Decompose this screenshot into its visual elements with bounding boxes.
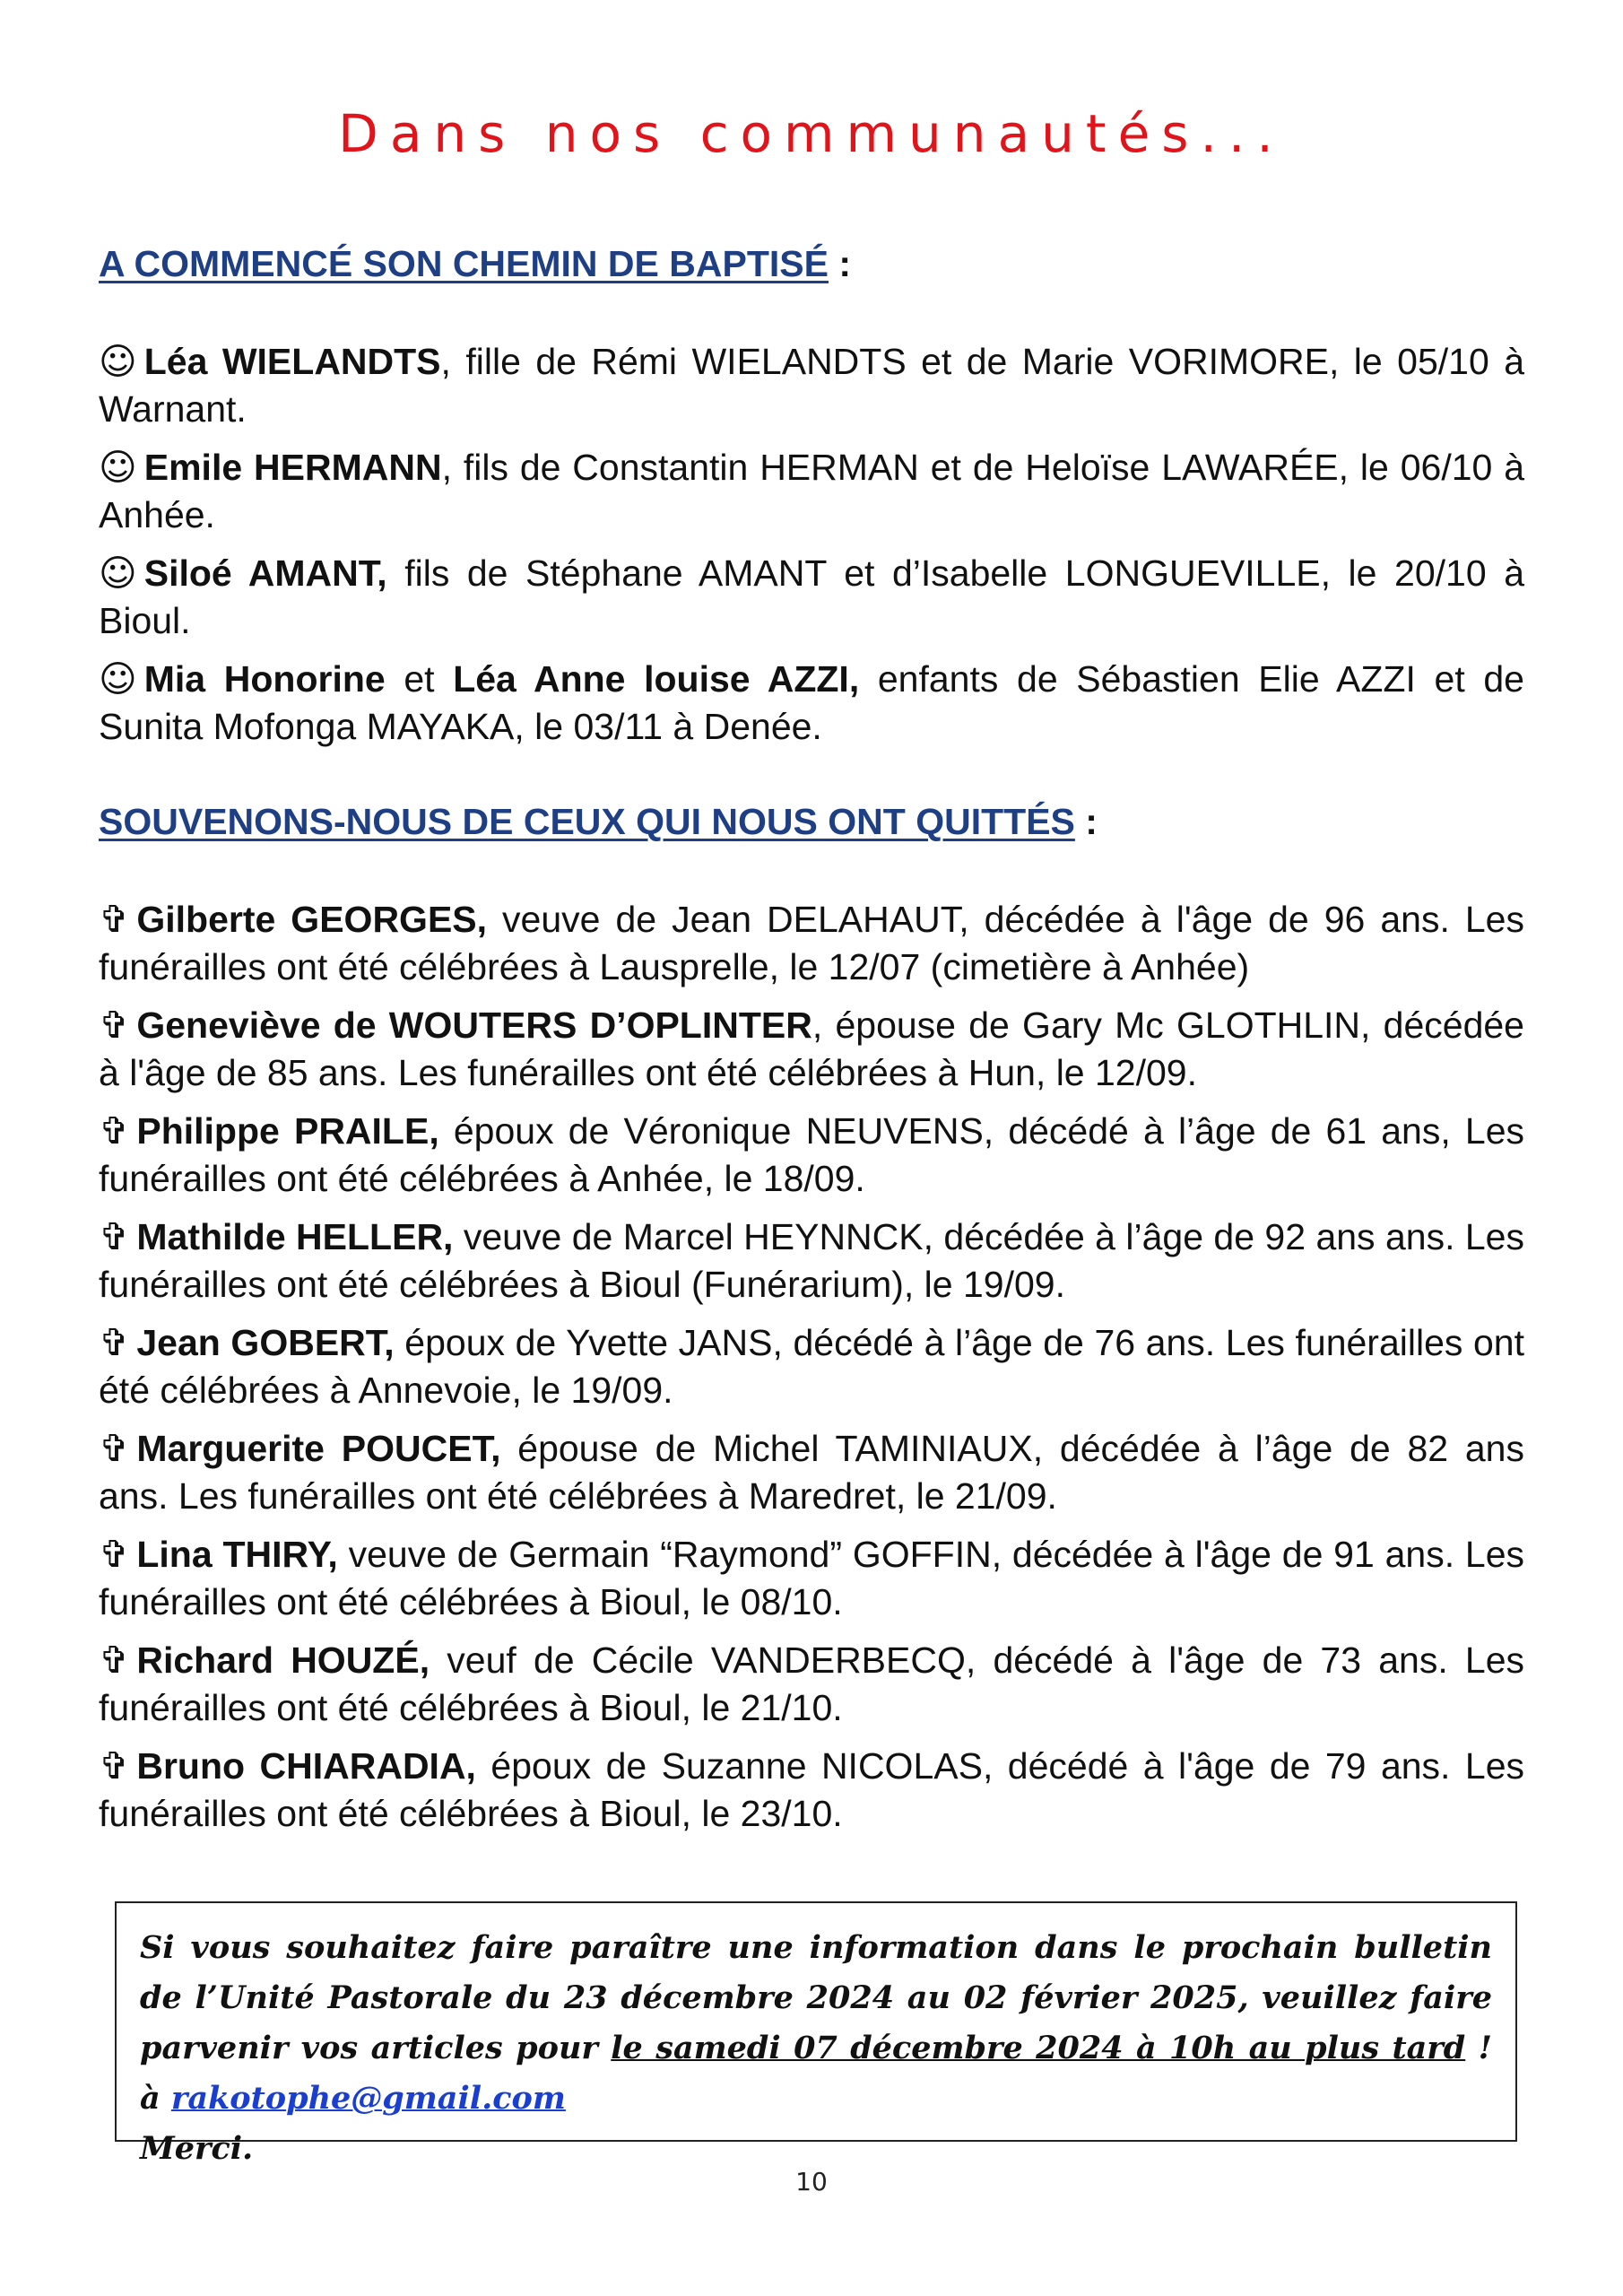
person-name: Léa WIELANDTS xyxy=(143,341,441,383)
person-name: Mia Honorine xyxy=(143,658,386,700)
list-item xyxy=(99,656,1524,751)
person-name: Jean GOBERT, xyxy=(136,1322,395,1364)
person-name: Siloé AMANT, xyxy=(143,552,387,595)
deaths-list xyxy=(99,896,1524,1838)
list-item xyxy=(99,1531,1524,1626)
smiley-icon: ☺ xyxy=(99,552,137,596)
cross-icon: ✞ xyxy=(99,1533,130,1577)
entry-text: , fils de Constantin HERMAN et de Heloïse LAWARÉE, le 06/10 à Anhée. xyxy=(99,447,1524,536)
person-name: Bruno CHIARADIA, xyxy=(136,1745,476,1787)
entry-text: époux de Véronique NEUVENS, décédé à l’âge de 61 ans, Les funérailles ont été célébrées à Anhée, le 18/09. xyxy=(99,1110,1525,1200)
notice-deadline: le samedi 07 décembre 2024 à 10h au plus tard xyxy=(611,2030,1466,2066)
baptism-heading xyxy=(99,242,1524,286)
cross-icon: ✞ xyxy=(99,1744,130,1788)
cross-icon: ✞ xyxy=(99,898,130,942)
list-item xyxy=(99,1637,1524,1732)
list-item xyxy=(99,338,1524,433)
cross-icon: ✞ xyxy=(99,1215,130,1259)
smiley-icon: ☺ xyxy=(99,446,137,490)
entry-text: époux de Suzanne NICOLAS, décédé à l'âge de 79 ans. Les funérailles ont été célébrées à Bioul, le 23/10. xyxy=(99,1745,1524,1835)
cross-icon: ✞ xyxy=(99,1004,130,1048)
notice-thanks: Merci. xyxy=(140,2130,254,2167)
person-name: Geneviève de WOUTERS D’OPLINTER xyxy=(136,1004,812,1047)
smiley-icon: ☺ xyxy=(99,340,137,384)
list-item xyxy=(99,1319,1524,1414)
smiley-icon: ☺ xyxy=(99,657,137,701)
deaths-heading-colon: : xyxy=(1074,801,1098,843)
list-item xyxy=(99,896,1524,991)
baptism-list xyxy=(99,338,1524,751)
person-name: Gilberte GEORGES, xyxy=(136,899,488,941)
entry-text: veuve de Jean DELAHAUT, décédée à l'âge de 96 ans. Les funérailles ont été célébrées à Lausprelle, le 12/07 (cimetière à Anhée) xyxy=(99,899,1524,988)
list-item xyxy=(99,444,1524,539)
person-name: Mathilde HELLER, xyxy=(136,1216,454,1258)
deaths-heading xyxy=(99,800,1524,844)
cross-icon: ✞ xyxy=(99,1109,130,1153)
person-name: Richard HOUZÉ, xyxy=(136,1639,430,1682)
content xyxy=(99,242,1524,1848)
person-name: Léa Anne louise AZZI, xyxy=(453,658,860,700)
person-name: Lina THIRY, xyxy=(136,1534,338,1576)
entry-text: , épouse de Gary Mc GLOTHLIN, décédée à l'âge de 85 ans. Les funérailles ont été célébrées à Hun, le 12/09. xyxy=(99,1004,1524,1094)
entry-text: épouse de Michel TAMINIAUX, décédée à l’âge de 82 ans ans. Les funérailles ont été célébrées à Maredret, le 21/09. xyxy=(99,1428,1524,1518)
baptism-heading-colon: : xyxy=(828,243,852,284)
page-number: 10 xyxy=(795,2167,828,2196)
cross-icon: ✞ xyxy=(99,1427,130,1471)
notice-text-2: ! à xyxy=(140,2030,1493,2117)
entry-text: et xyxy=(385,658,454,700)
deaths-heading-text: SOUVENONS-NOUS DE CEUX QUI NOUS ONT QUITTÉS xyxy=(99,801,1075,843)
list-item xyxy=(99,1108,1524,1203)
entry-text: , fille de Rémi WIELANDTS et de Marie VORIMORE, le 05/10 à Warnant. xyxy=(99,341,1524,430)
entry-text: enfants de Sébastien Elie AZZI et de Sunita Mofonga MAYAKA, le 03/11 à Denée. xyxy=(99,658,1524,748)
cross-icon: ✞ xyxy=(99,1321,130,1365)
list-item xyxy=(99,1002,1524,1097)
person-name: Emile HERMANN xyxy=(143,447,442,489)
list-item xyxy=(99,1425,1524,1520)
entry-text: veuve de Marcel HEYNNCK, décédée à l’âge de 92 ans ans. Les funérailles ont été célébrées à Bioul (Funérarium), le 19/09. xyxy=(99,1216,1524,1306)
entry-text: veuf de Cécile VANDERBECQ, décédé à l'âge de 73 ans. Les funérailles ont été célébrées à Bioul, le 21/10. xyxy=(99,1639,1524,1729)
list-item xyxy=(99,1213,1524,1309)
notice-email-link[interactable]: rakotophe@gmail.com xyxy=(170,2080,566,2117)
page-title: Dans nos communautés... xyxy=(338,103,1285,164)
list-item xyxy=(99,550,1524,645)
notice-box xyxy=(115,1901,1517,2167)
baptism-heading-text: A COMMENCÉ SON CHEMIN DE BAPTISÉ xyxy=(99,243,829,284)
entry-text: veuve de Germain “Raymond” GOFFIN, décédée à l'âge de 91 ans. Les funérailles ont été célébrées à Bioul, le 08/10. xyxy=(99,1534,1524,1623)
list-item xyxy=(99,1743,1524,1838)
person-name: Philippe PRAILE, xyxy=(136,1110,439,1152)
notice-text: Si vous souhaitez faire paraître une information dans le prochain bulletin de l’Unité Pastorale du 23 décembre 2024 au 02 février 2025, veuillez faire parvenir vos articles pour xyxy=(140,1929,1492,2066)
entry-text: époux de Yvette JANS, décédé à l’âge de 76 ans. Les funérailles ont été célébrées à Annevoie, le 19/09. xyxy=(99,1322,1524,1412)
cross-icon: ✞ xyxy=(99,1639,130,1683)
entry-text: fils de Stéphane AMANT et d’Isabelle LONGUEVILLE, le 20/10 à Bioul. xyxy=(99,552,1524,642)
person-name: Marguerite POUCET, xyxy=(136,1428,501,1470)
